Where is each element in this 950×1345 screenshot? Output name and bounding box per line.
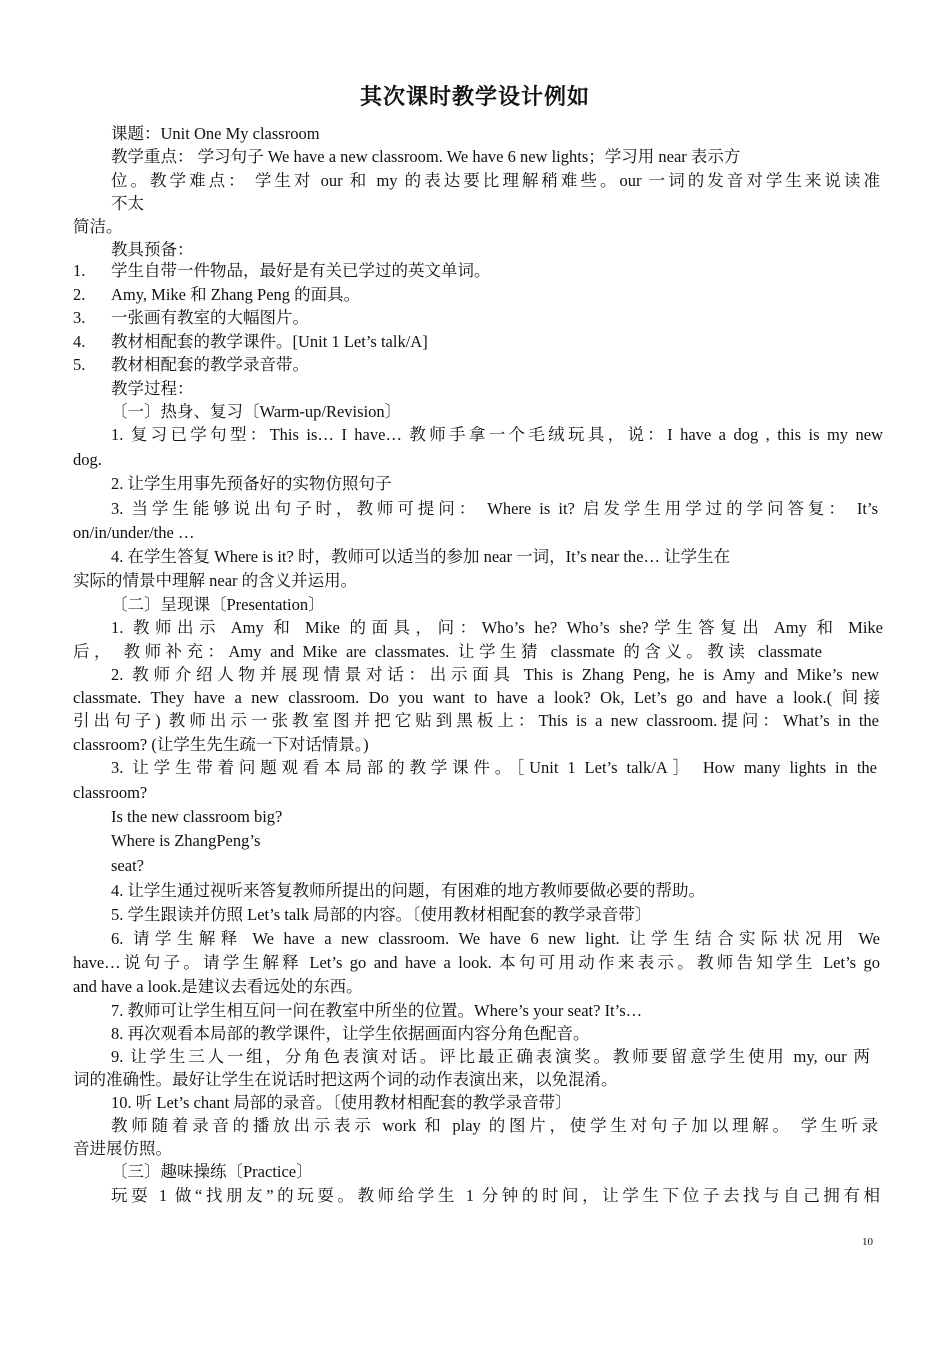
text-line: 课题：Unit One My classroom: [111, 124, 320, 143]
list-number: 2.: [73, 285, 86, 304]
text-line: classroom?: [73, 783, 148, 802]
text-line: classroom? (让学生先生疏一下对话情景。): [73, 735, 369, 754]
text-line: 玩耍 1 做“找朋友”的玩耍。教师给学生 1 分钟的时间，让学生下位子去找与自己拥有相: [111, 1186, 880, 1205]
page-title: 其次课时教学设计例如: [359, 84, 590, 109]
text-line: 教具预备：: [111, 240, 194, 259]
text-line: 7. 教师可让学生相互问一问在教室中所坐的位置。Where’s your seat? It’s…: [111, 1001, 643, 1020]
text-line: have…说句子。请学生解释 Let’s go and have a look. 本句可用动作来表示。教师告知学生 Let’s go: [73, 953, 880, 972]
text-line: 不太: [111, 194, 144, 213]
text-line: 引出句子) 教师出示一张教室图并把它贴到黑板上：This is a new classroom.提问：What’s in the: [73, 711, 879, 730]
text-line: 3. 当学生能够说出句子时，教师可提问： Where is it? 启发学生用学过的学问答复： It’s: [111, 499, 878, 518]
text-line: 后， 教师补充：Amy and Mike are classmates. 让学生猜 classmate 的含义。教读 classmate: [73, 642, 822, 661]
list-number: 4.: [73, 332, 86, 351]
list-number: 5.: [73, 355, 86, 374]
text-line: Where is ZhangPeng’s: [111, 831, 261, 850]
text-line: 教师随着录音的播放出示表示 work 和 play 的图片，使学生对句子加以理解。 学生听录: [111, 1116, 878, 1135]
list-number: 1.: [73, 261, 86, 280]
section-heading: 〔二〕呈现课〔Presentation〕: [111, 595, 325, 614]
text-line: 10. 听 Let’s chant 局部的录音。〔使用教材相配套的教学录音带〕: [111, 1093, 572, 1112]
text-line: 1. 教师出示 Amy 和 Mike 的面具，问：Who’s he? Who’s she?学生答复出 Amy 和 Mike: [111, 618, 883, 637]
section-heading: 〔一〕热身、复习〔Warm-up/Revision〕: [111, 402, 402, 421]
list-item: 教材相配套的教学课件。[Unit 1 Let’s talk/A]: [111, 332, 428, 351]
text-line: 音进展仿照。: [73, 1139, 172, 1158]
section-heading: 教学过程：: [111, 379, 194, 398]
list-item: 学生自带一件物品，最好是有关已学过的英文单词。: [111, 261, 491, 280]
text-line: 简洁。: [73, 217, 123, 236]
text-line: 1. 复习已学句型：This is… I have… 教师手拿一个毛绒玩具，说：I have a dog , this is my new: [111, 425, 883, 444]
text-line: dog.: [73, 450, 102, 469]
text-line: 5. 学生跟读并仿照 Let’s talk 局部的内容。〔使用教材相配套的教学录音带〕: [111, 905, 652, 924]
text-line: 4. 让学生通过视听来答复教师所提出的问题，有困难的地方教师要做必要的帮助。: [111, 881, 705, 900]
text-line: 词的准确性。最好让学生在说话时把这两个词的动作表演出来，以免混淆。: [73, 1070, 618, 1089]
list-item: 一张画有教室的大幅图片。: [111, 308, 309, 327]
list-number: 3.: [73, 308, 86, 327]
text-line: 4. 在学生答复 Where is it? 时，教师可以适当的参加 near 一词，It’s near the… 让学生在: [111, 547, 731, 566]
text-line: 9. 让学生三人一组，分角色表演对话。评比最正确表演奖。教师要留意学生使用 my, our 两: [111, 1047, 870, 1066]
text-line: 位。教学难点： 学生对 our 和 my 的表达要比理解稍难些。our 一词的发音对学生来说读准: [111, 171, 880, 190]
text-line: on/in/under/the …: [73, 523, 195, 542]
page-number: 10: [862, 1236, 873, 1248]
text-line: 2. 教师介绍人物并展现情景对话：出示面具 This is Zhang Peng, he is Amy and Mike’s new: [111, 665, 879, 684]
text-line: classmate. They have a new classroom. Do you want to have a look? Ok, Let’s go and have a look.( 间接: [73, 688, 880, 707]
list-item: Amy, Mike 和 Zhang Peng 的面具。: [111, 285, 361, 304]
text-line: and have a look.是建议去看远处的东西。: [73, 977, 363, 996]
text-line: Is the new classroom big?: [111, 807, 283, 826]
text-line: 实际的情景中理解 near 的含义并运用。: [73, 571, 358, 590]
section-heading: 〔三〕趣味操练〔Practice〕: [111, 1162, 313, 1181]
text-line: 教学重点： 学习句子 We have a new classroom. We have 6 new lights；学习用 near 表示方: [111, 147, 741, 166]
text-line: 8. 再次观看本局部的教学课件，让学生依据画面内容分角色配音。: [111, 1024, 590, 1043]
text-line: 3. 让学生带着问题观看本局部的教学课件。［Unit 1 Let’s talk/A］ How many lights in the: [111, 758, 877, 777]
text-line: seat?: [111, 856, 144, 875]
text-line: 6. 请学生解释 We have a new classroom. We have 6 new light. 让学生结合实际状况用 We: [111, 929, 880, 948]
text-line: 2. 让学生用事先预备好的实物仿照句子: [111, 474, 392, 493]
list-item: 教材相配套的教学录音带。: [111, 355, 309, 374]
